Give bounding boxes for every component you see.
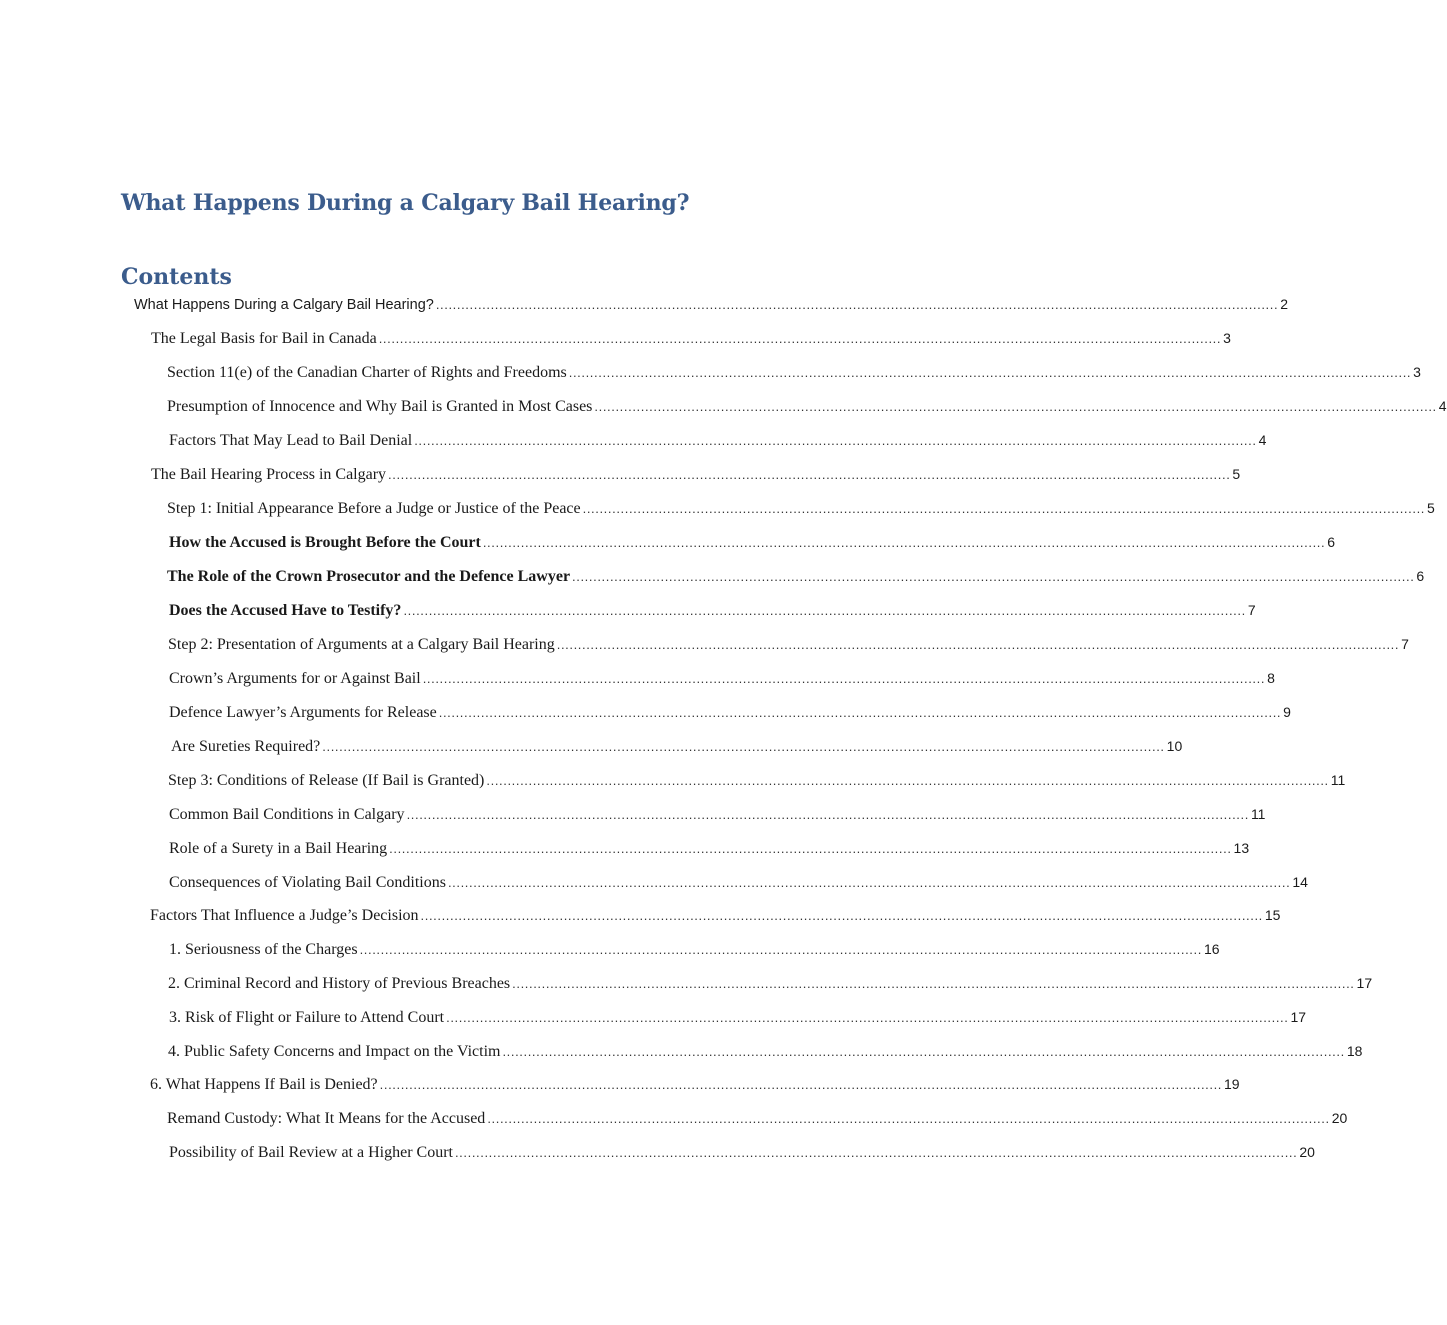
toc-entry-title: The Legal Basis for Bail in Canada [151,330,377,347]
toc-entry-title: Are Sureties Required? [171,738,321,755]
toc-entry[interactable] [169,602,1256,624]
toc-leader-dots: ........................................................................................................................................................................................................ [359,942,1202,957]
toc-leader-dots: ........................................................................................................................................................................................................ [435,297,1279,312]
toc-entry[interactable] [134,296,1288,318]
toc-page-number: 7 [1247,602,1256,618]
toc-entry[interactable] [169,941,1220,963]
toc-entry-title: Step 2: Presentation of Arguments at a Calgary Bail Hearing [168,636,555,653]
toc-entry[interactable] [169,670,1275,692]
toc-entry-title: What Happens During a Calgary Bail Hearing? [134,297,434,313]
toc-entry-title: Possibility of Bail Review at a Higher Court [169,1144,453,1161]
toc-entry-title: Defence Lawyer’s Arguments for Release [169,704,437,721]
toc-entry-title: Does the Accused Have to Testify? [169,602,402,619]
toc-leader-dots: ........................................................................................................................................................................................................ [568,365,1412,380]
toc-page-number: 20 [1331,1110,1348,1126]
toc-leader-dots: ........................................................................................................................................................................................................ [594,399,1437,414]
toc-entry-title: The Role of the Crown Prosecutor and the Defence Lawyer [167,568,571,585]
toc-leader-dots: ........................................................................................................................................................................................................ [388,467,1231,482]
toc-entry-title: Presumption of Innocence and Why Bail is Granted in Most Cases [167,398,593,415]
toc-entry[interactable] [168,1043,1363,1065]
toc-page-number: 4 [1258,432,1267,448]
toc-page-number: 20 [1299,1144,1315,1160]
toc-entry[interactable] [168,636,1409,658]
toc-page-number: 7 [1401,636,1409,652]
toc-page-number: 9 [1283,704,1291,720]
toc-entry-title: Consequences of Violating Bail Conditions [169,874,446,891]
contents-heading: Contents [121,264,232,290]
toc-entry-title: Factors That May Lead to Bail Denial [169,432,413,449]
toc-entry[interactable] [167,364,1421,386]
toc-entry[interactable] [150,1076,1240,1098]
toc-page-number: 11 [1330,772,1346,788]
toc-entry[interactable] [167,1110,1348,1132]
toc-entry[interactable] [169,1144,1315,1166]
toc-leader-dots: ........................................................................................................................................................................................................ [403,603,1246,618]
toc-page-number: 19 [1224,1076,1240,1092]
toc-entry-title: The Bail Hearing Process in Calgary [151,466,387,483]
toc-entry[interactable] [171,738,1183,760]
toc-page-number: 3 [1223,330,1231,346]
toc-entry[interactable] [169,534,1336,556]
toc-entry[interactable] [168,975,1373,997]
document-title: What Happens During a Calgary Bail Hearing? [121,190,690,216]
toc-entry-title: Step 3: Conditions of Release (If Bail is Granted) [168,772,485,789]
toc-page-number: 14 [1292,874,1308,890]
toc-leader-dots: ........................................................................................................................................................................................................ [446,1010,1289,1025]
toc-page-number: 5 [1427,500,1435,516]
toc-page-number: 10 [1166,738,1183,754]
toc-leader-dots: ........................................................................................................................................................................................................ [414,433,1257,448]
toc-leader-dots: ........................................................................................................................................................................................................ [447,875,1291,890]
toc-page-number: 4 [1438,398,1447,414]
toc-entry[interactable] [150,907,1281,929]
toc-page-number: 2 [1280,296,1288,312]
toc-entry[interactable] [167,500,1435,522]
toc-leader-dots: ........................................................................................................................................................................................................ [502,1044,1345,1059]
toc-entry[interactable] [169,806,1266,828]
toc-leader-dots: ........................................................................................................................................................................................................ [482,535,1326,550]
toc-leader-dots: ........................................................................................................................................................................................................ [454,1145,1298,1160]
toc-leader-dots: ........................................................................................................................................................................................................ [582,501,1425,516]
toc-leader-dots: ........................................................................................................................................................................................................ [322,739,1165,754]
toc-entry[interactable] [169,874,1308,896]
toc-page-number: 17 [1290,1009,1307,1025]
toc-leader-dots: ........................................................................................................................................................................................................ [389,841,1232,856]
toc-entry[interactable] [169,432,1267,454]
toc-page-number: 17 [1356,975,1373,991]
toc-page-number: 6 [1327,534,1336,550]
toc-entry-title: Remand Custody: What It Means for the Accused [167,1110,486,1127]
toc-leader-dots: ........................................................................................................................................................................................................ [486,773,1329,788]
toc-page-number: 11 [1250,806,1266,822]
toc-entry-title: Step 1: Initial Appearance Before a Judge or Justice of the Peace [167,500,581,517]
toc-leader-dots: ........................................................................................................................................................................................................ [422,671,1266,686]
toc-entry-title: 4. Public Safety Concerns and Impact on the Victim [168,1043,501,1060]
toc-leader-dots: ........................................................................................................................................................................................................ [420,908,1263,923]
toc-entry-title: How the Accused is Brought Before the Court [169,534,481,551]
toc-leader-dots: ........................................................................................................................................................................................................ [378,331,1222,346]
toc-page-number: 5 [1232,466,1241,482]
toc-entry[interactable] [167,398,1447,420]
toc-entry-title: Factors That Influence a Judge’s Decision [150,907,419,924]
toc-entry-title: Common Bail Conditions in Calgary [169,806,405,823]
toc-entry[interactable] [167,568,1425,590]
toc-leader-dots: ........................................................................................................................................................................................................ [512,976,1355,991]
toc-leader-dots: ........................................................................................................................................................................................................ [556,637,1400,652]
toc-entry[interactable] [169,840,1250,862]
toc-leader-dots: ........................................................................................................................................................................................................ [572,569,1415,584]
toc-page-number: 13 [1233,840,1250,856]
toc-entry-title: Crown’s Arguments for or Against Bail [169,670,421,687]
toc-page-number: 6 [1416,568,1425,584]
toc-entry-title: 6. What Happens If Bail is Denied? [150,1076,378,1093]
toc-leader-dots: ........................................................................................................................................................................................................ [379,1077,1223,1092]
toc-page-number: 15 [1264,907,1281,923]
toc-leader-dots: ........................................................................................................................................................................................................ [487,1111,1330,1126]
toc-entry[interactable] [168,772,1346,794]
toc-page-number: 18 [1346,1043,1363,1059]
toc-entry-title: 3. Risk of Flight or Failure to Attend Court [169,1009,445,1026]
toc-entry[interactable] [151,466,1241,488]
toc-entry-title: 2. Criminal Record and History of Previous Breaches [168,975,511,992]
toc-entry-title: Role of a Surety in a Bail Hearing [169,840,388,857]
toc-entry[interactable] [151,330,1231,352]
toc-entry-title: Section 11(e) of the Canadian Charter of Rights and Freedoms [167,364,567,381]
toc-page-number: 16 [1203,941,1220,957]
toc-leader-dots: ........................................................................................................................................................................................................ [438,705,1282,720]
toc-page-number: 3 [1413,364,1421,380]
toc-entry[interactable] [169,1009,1307,1031]
toc-entry[interactable] [169,704,1291,726]
toc-entry-title: 1. Seriousness of the Charges [169,941,358,958]
toc-leader-dots: ........................................................................................................................................................................................................ [406,807,1249,822]
toc-page-number: 8 [1267,670,1275,686]
